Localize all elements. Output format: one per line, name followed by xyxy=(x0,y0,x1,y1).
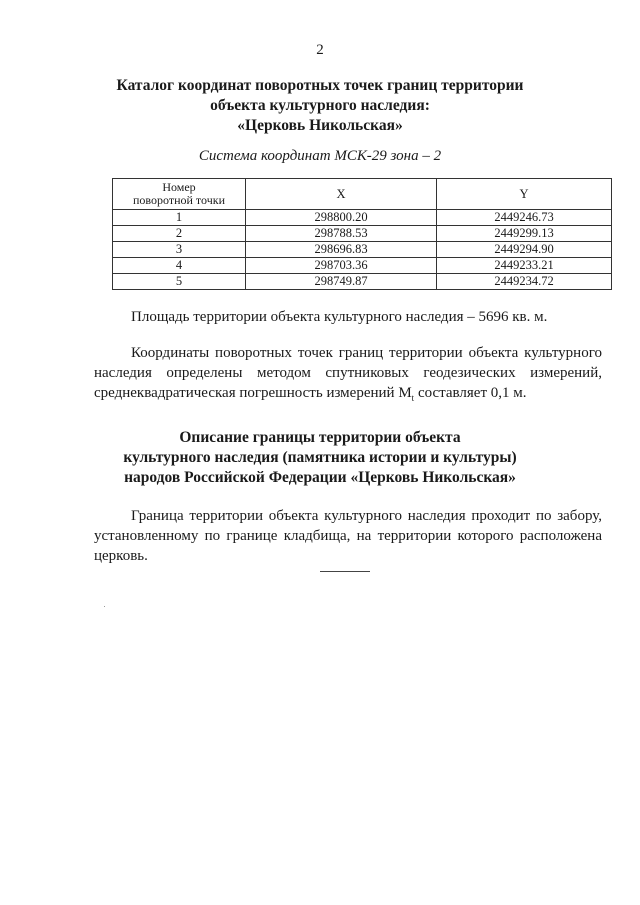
header-point-number-line-1: Номер xyxy=(162,180,196,194)
document-title xyxy=(0,76,640,136)
cell-point-number: 1 xyxy=(113,210,246,226)
cell-x: 298696.83 xyxy=(246,242,437,258)
cell-x: 298800.20 xyxy=(246,210,437,226)
table-row xyxy=(113,210,612,226)
accuracy-paragraph xyxy=(94,343,602,408)
cell-point-number: 2 xyxy=(113,226,246,242)
cell-x: 298703.36 xyxy=(246,258,437,274)
cell-point-number: 5 xyxy=(113,274,246,290)
accuracy-paragraph-text: Координаты поворотных точек границ территории объекта культурного наследия определены методом спутниковых геодезических измерений, среднеквадратическая погрешность измерений M xyxy=(94,345,602,401)
separator-line xyxy=(320,571,370,572)
header-point-number xyxy=(113,179,246,210)
accuracy-subscript: t xyxy=(411,393,415,403)
boundary-description: Граница территории объекта культурного наследия проходит по забору, установленному по границе кладбища, на территории которого расположена церковь. xyxy=(94,508,602,564)
section-title-line-1: Описание границы территории объекта xyxy=(179,429,461,446)
coordinate-system: Система координат МСК-29 зона – 2 xyxy=(198,148,442,164)
section-title-line-3: народов Российской Федерации «Церковь Никольская» xyxy=(124,469,516,486)
table-row xyxy=(113,242,612,258)
cell-y: 2449299.13 xyxy=(437,226,612,242)
cell-y: 2449234.72 xyxy=(437,274,612,290)
cell-x: 298788.53 xyxy=(246,226,437,242)
section-title xyxy=(0,428,640,488)
area-statement: Площадь территории объекта культурного наследия – 5696 кв. м. xyxy=(131,309,548,325)
header-y: Y xyxy=(437,179,612,210)
cell-y: 2449233.21 xyxy=(437,258,612,274)
coordinates-table xyxy=(112,178,612,290)
title-line-2: объекта культурного наследия: xyxy=(210,97,430,114)
scan-speck xyxy=(104,606,105,607)
section-title-line-2: культурного наследия (памятника истории и культуры) xyxy=(123,449,517,466)
cell-x: 298749.87 xyxy=(246,274,437,290)
table-row xyxy=(113,226,612,242)
table-header-row xyxy=(113,179,612,210)
cell-point-number: 4 xyxy=(113,258,246,274)
header-x: X xyxy=(246,179,437,210)
cell-point-number: 3 xyxy=(113,242,246,258)
cell-y: 2449294.90 xyxy=(437,242,612,258)
cell-y: 2449246.73 xyxy=(437,210,612,226)
header-point-number-line-2: поворотной точки xyxy=(133,193,225,207)
table-row xyxy=(113,274,612,290)
table-row xyxy=(113,258,612,274)
accuracy-paragraph-tail: составляет 0,1 м. xyxy=(414,385,527,401)
page-number: 2 xyxy=(316,42,324,58)
title-line-1: Каталог координат поворотных точек границ территории xyxy=(116,77,524,94)
title-line-3: «Церковь Никольская» xyxy=(237,117,403,134)
